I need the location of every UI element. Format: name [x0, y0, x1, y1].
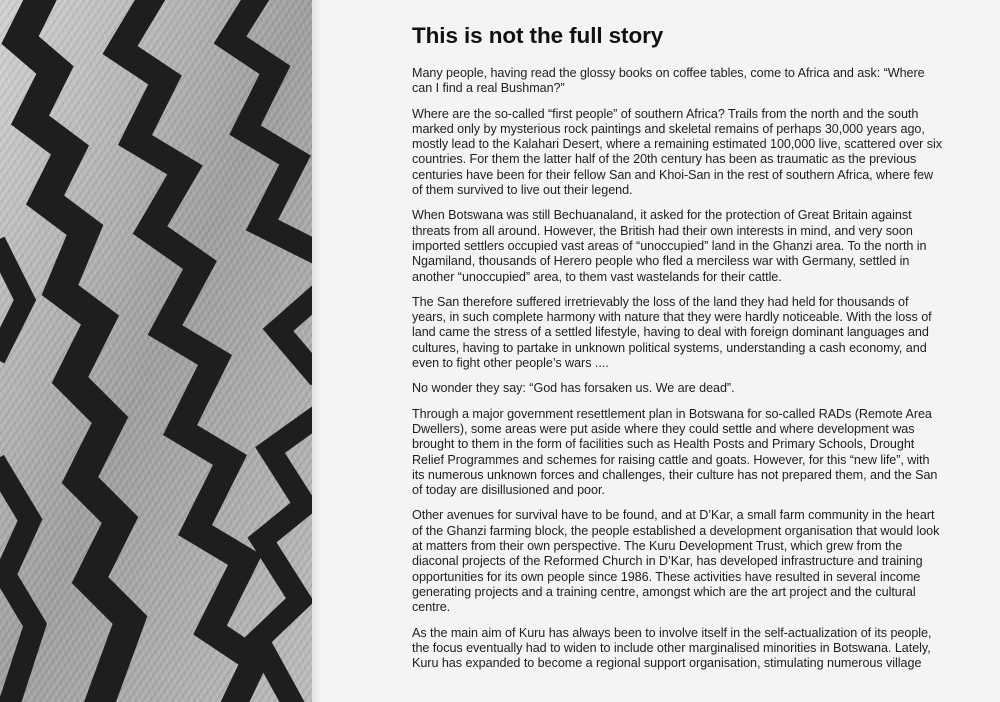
paragraph-7: Other avenues for survival have to be found, and at D’Kar, a small farm community in the heart of the Ghanzi farming block, the people established a development organisation that would look at matters from their own perspective. The Kuru Development Trust, which grew from the diaconal projects of the Reformed Church in D’Kar, has developed infrastructure and training opportunities for its own people since 1986. These activities have resulted in several income generating projects and a training centre, amongst which are the art project and the cultural centre. [412, 508, 940, 615]
paragraph-5: No wonder they say: “God has forsaken us. We are dead”. [412, 381, 735, 396]
paragraph-4: The San therefore suffered irretrievably the loss of the land they had held for thousands of years, in such complete harmony with nature that they were hardly noticeable. With the loss of land came the stress of a settled lifestyle, having to deal with foreign dominant languages and cultures, having to partake in unknown political systems, understanding a cash economy, and even to fight other people’s wars .... [412, 294, 932, 371]
paragraph-1: Many people, having read the glossy books on coffee tables, come to Africa and ask: “Where can I find a real Bushman?” [412, 66, 925, 96]
page-gutter [312, 0, 322, 702]
paragraph-2: Where are the so-called “first people” of southern Africa? Trails from the north and the south marked only by mysterious rock paintings and skeletal remains of perhaps 30,000 years ago, mostly lead to the Kalahari Desert, where a remaining estimated 100,000 live, scattered over six countries. For them the latter half of the 20th century has been as traumatic as the previous centuries have been for their fellow San and Khoi-San in the rest of southern Africa, where few of them survived to live out their legend. [412, 106, 943, 198]
hide-pattern-photo [0, 0, 312, 702]
page-title: This is not the full story [412, 23, 664, 48]
paragraph-8: As the main aim of Kuru has always been to involve itself in the self-actualization of its people, the focus eventually had to widen to include other marginalised minorities in Botswana. Lately, Kuru has expanded to become a regional support organisation, stimulating numerous village [412, 625, 932, 671]
paragraph-3: When Botswana was still Bechuanaland, it asked for the protection of Great Britain against threats from all around. However, the British had their own interests in mind, and very soon imported settlers occupied vast areas of “unoccupied” land in the Ghanzi area. To the north in Ngamiland, thousands of Herero people who fled a merciless war with Germany, settled in another “unoccupied” area, to them vast wastelands for their cattle. [412, 208, 927, 284]
article-column [412, 22, 942, 681]
paragraph-6: Through a major government resettlement plan in Botswana for so-called RADs (Remote Area Dwellers), some areas were put aside where they could settle and where development was brought to them in the form of facilities such as Health Posts and Primary Schools, Drought Relief Programmes and schemes for raising cattle and goats. However, for this “new life”, with its numerous unknown forces and challenges, their culture has not prepared them, and the San of today are disillusioned and poor. [412, 406, 938, 498]
zigzag-hide-illustration [0, 0, 312, 702]
